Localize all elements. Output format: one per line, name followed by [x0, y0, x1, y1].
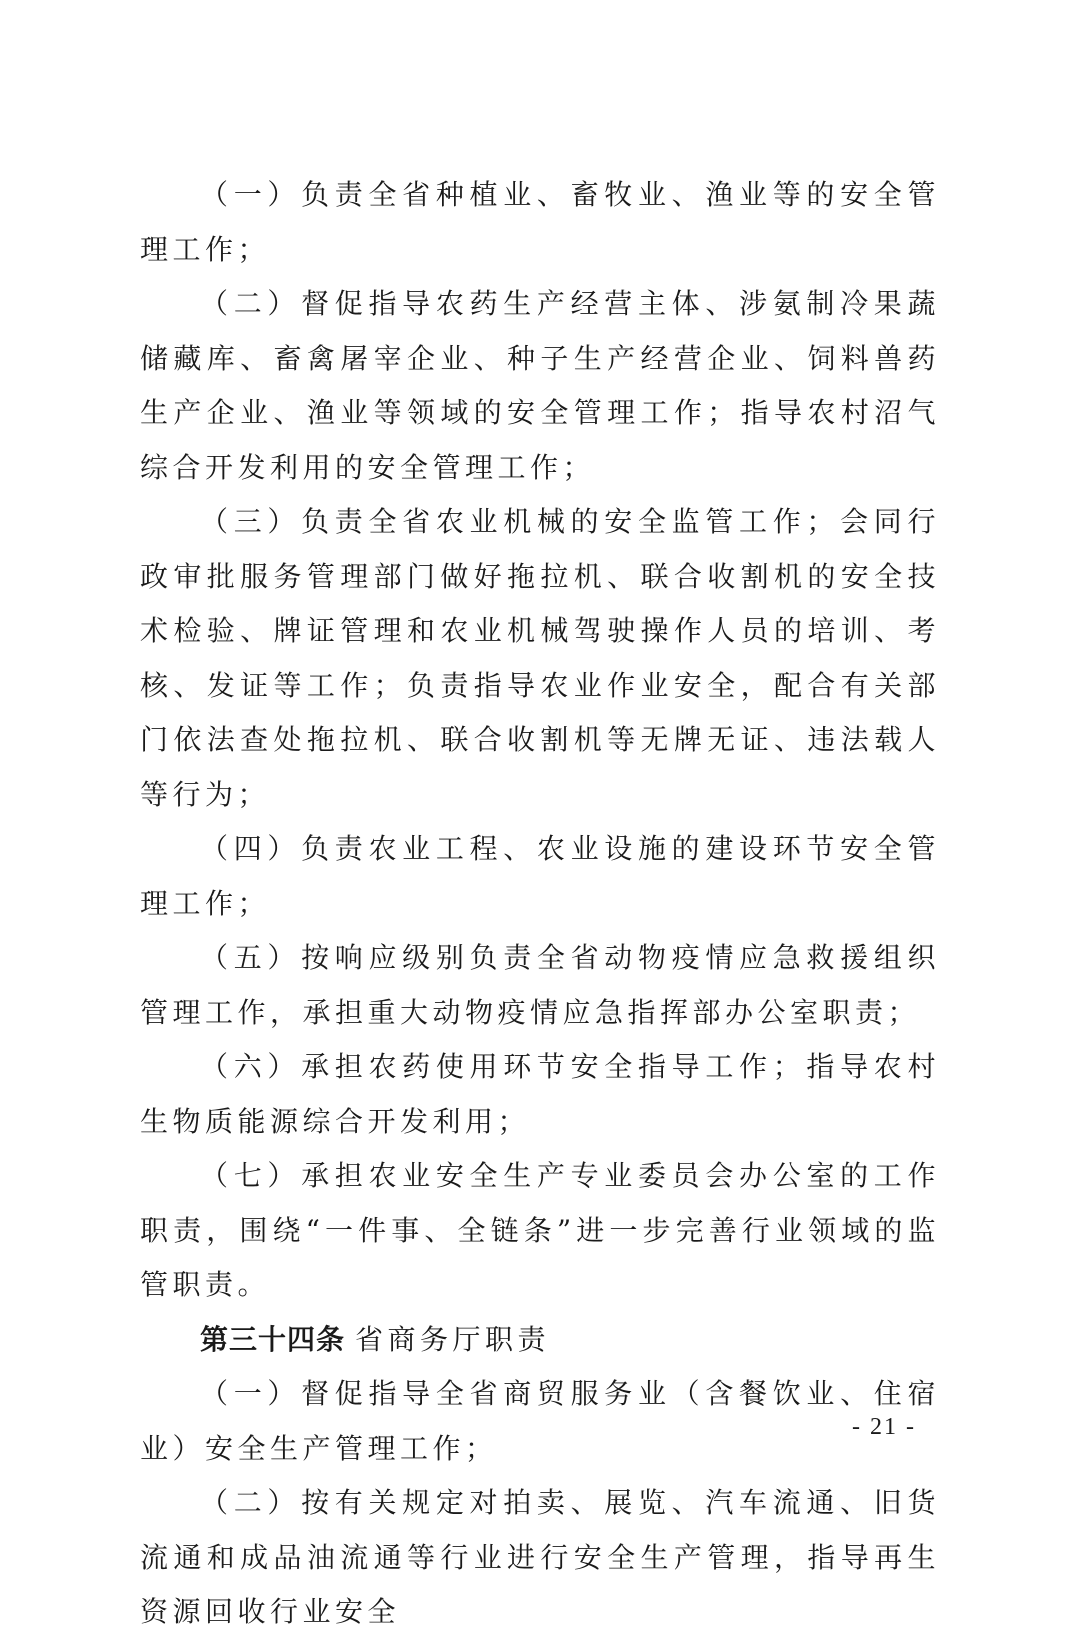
paragraph-item-7: （七）承担农业安全生产专业委员会办公室的工作职责，围绕“一件事、全链条”进一步完善行业领域的监管职责。	[140, 1159, 940, 1301]
paragraph-item-1: （一）负责全省种植业、畜牧业、渔业等的安全管理工作；	[140, 178, 940, 266]
paragraph-item-5: （五）按响应级别负责全省动物疫情应急救援组织管理工作，承担重大动物疫情应急指挥部办公室职责；	[140, 941, 940, 1029]
page-number: - 21 -	[852, 1414, 916, 1440]
article-heading	[140, 1313, 940, 1368]
paragraph-item-4: （四）负责农业工程、农业设施的建设环节安全管理工作；	[140, 832, 940, 920]
article-paragraph-2: （二）按有关规定对拍卖、展览、汽车流通、旧货流通和成品油流通等行业进行安全生产管理，指导再生资源回收行业安全	[140, 1486, 940, 1628]
article-title: 省商务厅职责	[355, 1322, 551, 1356]
paragraph-item-2: （二）督促指导农药生产经营主体、涉氨制冷果蔬储藏库、畜禽屠宰企业、种子生产经营企业、饲料兽药生产企业、渔业等领域的安全管理工作；指导农村沼气综合开发利用的安全管理工作；	[140, 287, 940, 484]
article-paragraph-1: （一）督促指导全省商贸服务业（含餐饮业、住宿业）安全生产管理工作；	[140, 1377, 940, 1465]
document-body	[140, 168, 940, 1640]
paragraph-item-3: （三）负责全省农业机械的安全监管工作；会同行政审批服务管理部门做好拖拉机、联合收割机的安全技术检验、牌证管理和农业机械驾驶操作人员的培训、考核、发证等工作；负责指导农业作业安全，配合有关部门依法查处拖拉机、联合收割机等无牌无证、违法载人等行为；	[140, 505, 940, 811]
article-number: 第三十四条	[200, 1322, 346, 1356]
paragraph-item-6: （六）承担农药使用环节安全指导工作；指导农村生物质能源综合开发利用；	[140, 1050, 940, 1138]
